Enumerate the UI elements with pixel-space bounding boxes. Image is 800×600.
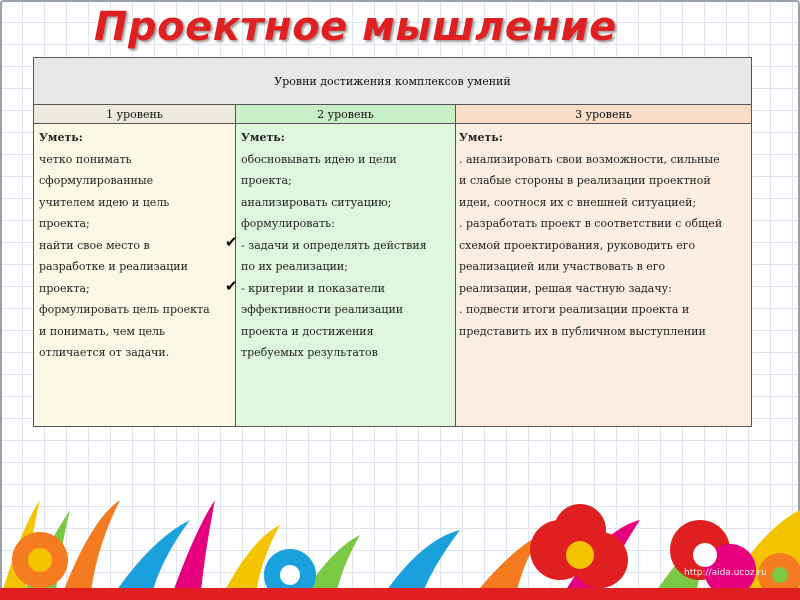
levels-row bbox=[34, 104, 751, 124]
level-2-header: 2 уровень bbox=[236, 105, 456, 123]
skill-line: и понимать, чем цель bbox=[39, 324, 166, 338]
skill-line: и слабые стороны в реализации проектной bbox=[459, 174, 711, 187]
table-header-text: Уровни достижения комплексов умений bbox=[274, 74, 511, 88]
skill-line: реализацией или участвовать в его bbox=[459, 260, 666, 273]
checkmark-icon: ✔ bbox=[225, 277, 238, 295]
level-1-column bbox=[34, 124, 236, 426]
skill-line: формулировать цель проекта bbox=[39, 303, 210, 316]
skill-line: обосновывать идею и цели bbox=[241, 152, 397, 166]
flower-left bbox=[12, 532, 68, 588]
level-1-header: 1 уровень bbox=[34, 105, 236, 123]
skill-line: представить их в публичном выступлении bbox=[459, 324, 706, 338]
skill-line: схемой проектирования, руководить его bbox=[459, 238, 696, 252]
skill-line: - критерии и показатели bbox=[241, 281, 385, 295]
skill-line: проекта; bbox=[39, 217, 90, 230]
decorative-flowers bbox=[0, 440, 800, 600]
skill-line: найти свое место в bbox=[39, 238, 150, 252]
skill-line: анализировать ситуацию; bbox=[241, 195, 392, 209]
skill-line: . подвести итоги реализации проекта и bbox=[459, 303, 690, 316]
skill-line: . разработать проект в соответствии с общей bbox=[459, 217, 723, 230]
skills-table bbox=[33, 57, 752, 427]
skill-line: идеи, соотнося их с внешней ситуацией; bbox=[459, 195, 697, 209]
skill-line: проекта; bbox=[39, 281, 90, 295]
level-3-header: 3 уровень bbox=[456, 105, 751, 123]
skill-line: эффективности реализации bbox=[241, 303, 404, 316]
skill-line: формулировать: bbox=[241, 217, 335, 230]
table-header bbox=[34, 58, 751, 104]
levels-content-row bbox=[34, 124, 751, 426]
level-2-column bbox=[236, 124, 456, 426]
watermark-url: http://aida.ucoz.ru bbox=[684, 568, 767, 578]
column-heading: Уметь: bbox=[241, 131, 285, 144]
column-heading: Уметь: bbox=[39, 131, 83, 144]
skill-line: требуемых результатов bbox=[241, 346, 378, 359]
skill-line: - задачи и определять действия bbox=[241, 238, 427, 252]
level-3-column bbox=[456, 124, 751, 426]
checkmark-icon: ✔ bbox=[225, 233, 238, 251]
skill-line: учителем идею и цель bbox=[39, 195, 170, 209]
skill-line: разработке и реализации bbox=[39, 260, 188, 273]
skill-line: четко понимать bbox=[39, 152, 132, 166]
skill-line: реализации, решая частную задачу: bbox=[459, 281, 672, 295]
skill-line: проекта; bbox=[241, 174, 292, 187]
skill-line: . анализировать свои возможности, сильные bbox=[459, 152, 720, 166]
slide-title: Проектное мышление bbox=[94, 4, 617, 50]
flower-red bbox=[530, 504, 628, 588]
skill-line: проекта и достижения bbox=[241, 324, 374, 338]
column-heading: Уметь: bbox=[459, 131, 503, 144]
skill-line: отличается от задачи. bbox=[39, 346, 170, 359]
skill-line: сформулированные bbox=[39, 174, 154, 187]
skill-line: по их реализации; bbox=[241, 260, 348, 273]
